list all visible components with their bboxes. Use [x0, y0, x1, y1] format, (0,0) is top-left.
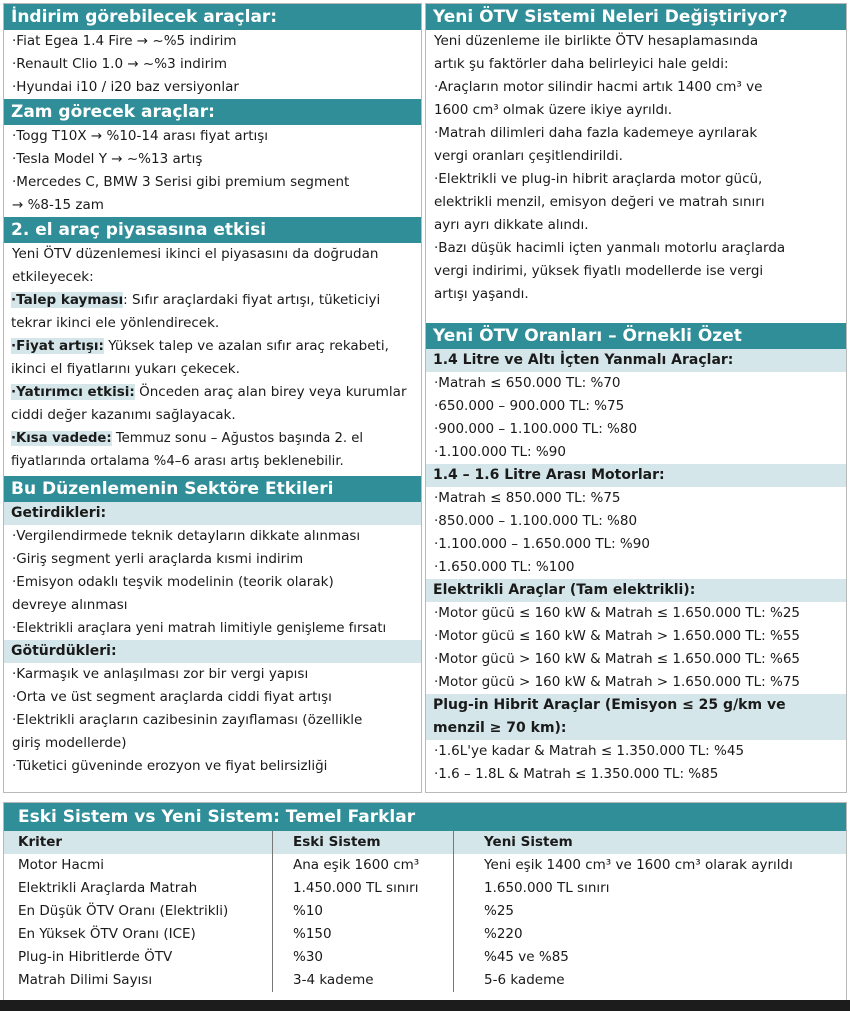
point-label: ·Kısa vadede: — [11, 431, 112, 446]
changes-line: ·Matrah dilimleri daha fazla kademeye ayrılarak — [434, 125, 758, 141]
secondhand-point — [4, 289, 421, 335]
table-cell: %220 — [453, 923, 846, 946]
changes-line: Yeni düzenleme ile birlikte ÖTV hesaplamasında — [434, 33, 759, 49]
changes-line: elektrikli menzil, emisyon değeri ve matrah sınırı — [434, 194, 765, 210]
increase-item: ·Togg T10X → %10-14 arası fiyat artışı — [12, 128, 269, 144]
changes-line: vergi indirimi, yüksek fiyatlı modellerde ise vergi — [434, 263, 764, 279]
loss-item: ·Elektrikli araçların cazibesinin zayıflaması (özellikle — [12, 712, 363, 728]
gains-title: Getirdikleri: — [4, 502, 421, 525]
rate-item: ·Motor gücü > 160 kW & Matrah ≤ 1.650.000 TL: %65 — [434, 651, 801, 667]
table-cell: %45 ve %85 — [453, 946, 846, 969]
rate-item: ·Motor gücü ≤ 160 kW & Matrah > 1.650.000 TL: %55 — [434, 628, 801, 644]
sector-section-title: Bu Düzenlemenin Sektöre Etkileri — [4, 476, 421, 502]
rate-item: ·1.6 – 1.8L & Matrah ≤ 1.350.000 TL: %85 — [434, 766, 719, 782]
gain-item: ·Vergilendirmede teknik detayların dikkate alınması — [12, 528, 361, 544]
table-cell: Matrah Dilimi Sayısı — [18, 972, 153, 988]
table-cell: Ana eşik 1600 cm³ — [272, 854, 453, 877]
point-text: Temmuz sonu – Ağustos başında 2. el fiyatlarında ortalama %4–6 arası artış beklenebilir. — [11, 431, 364, 469]
increase-item: ·Mercedes C, BMW 3 Serisi gibi premium segment — [12, 174, 350, 190]
left-column — [3, 3, 422, 793]
discount-item: ·Renault Clio 1.0 → ~%3 indirim — [12, 56, 228, 72]
rate-item: ·Matrah ≤ 850.000 TL: %75 — [434, 490, 621, 506]
table-cell: Plug-in Hibritlerde ÖTV — [18, 949, 173, 965]
rate-item: ·850.000 – 1.100.000 TL: %80 — [434, 513, 638, 529]
point-label: ·Yatırımcı etkisi: — [11, 384, 135, 400]
gain-item: ·Emisyon odaklı teşvik modelinin (teorik olarak) — [12, 574, 334, 590]
header-cell: Eski Sistem — [272, 831, 453, 854]
loss-item: ·Karmaşık ve anlaşılması zor bir vergi yapısı — [12, 666, 309, 682]
table-row — [4, 877, 846, 900]
loss-item: ·Tüketici güveninde erozyon ve fiyat belirsizliği — [12, 758, 328, 774]
secondhand-point — [4, 335, 421, 381]
changes-line: ·Elektrikli ve plug-in hibrit araçlarda motor gücü, — [434, 171, 763, 187]
losses-title: Götürdükleri: — [4, 640, 421, 663]
rate-item: ·Motor gücü ≤ 160 kW & Matrah ≤ 1.650.000 TL: %25 — [434, 605, 801, 621]
rate-item: ·Motor gücü > 160 kW & Matrah > 1.650.000 TL: %75 — [434, 674, 801, 690]
gain-item: ·Giriş segment yerli araçlarda kısmi indirim — [12, 551, 304, 567]
secondhand-point — [4, 427, 421, 473]
rates-group-title: 1.4 – 1.6 Litre Arası Motorlar: — [426, 464, 846, 487]
discount-section-title: İndirim görebilecek araçlar: — [4, 4, 421, 30]
right-column — [425, 3, 847, 793]
table-header-row — [4, 831, 846, 854]
table-row — [4, 923, 846, 946]
bottom-divider-bar — [0, 1000, 850, 1011]
rates-section-title: Yeni ÖTV Oranları – Örnekli Özet — [426, 323, 846, 349]
point-label: ·Fiyat artışı: — [11, 338, 104, 354]
table-cell: En Yüksek ÖTV Oranı (ICE) — [18, 926, 196, 942]
secondhand-section-title: 2. el araç piyasasına etkisi — [4, 217, 421, 243]
rates-group-title: 1.4 Litre ve Altı İçten Yanmalı Araçlar: — [426, 349, 846, 372]
increase-item: ·Tesla Model Y → ~%13 artış — [12, 151, 203, 167]
changes-section-title: Yeni ÖTV Sistemi Neleri Değiştiriyor? — [426, 4, 846, 30]
changes-line: artık şu faktörler daha belirleyici hale geldi: — [434, 56, 729, 72]
secondhand-point — [4, 381, 421, 427]
point-text: : Sıfır araçlardaki fiyat artışı, tüketiciyi tekrar ikinci ele yönlendirecek. — [11, 292, 381, 331]
table-cell: Yeni eşik 1400 cm³ ve 1600 cm³ olarak ayrıldı — [453, 854, 846, 877]
table-cell: En Düşük ÖTV Oranı (Elektrikli) — [18, 903, 229, 919]
changes-line: ayrı ayrı dikkate alındı. — [434, 217, 589, 233]
rate-item: ·900.000 – 1.100.000 TL: %80 — [434, 421, 638, 437]
changes-line: ·Araçların motor silindir hacmi artık 1400 cm³ ve — [434, 79, 763, 95]
discount-item: ·Fiat Egea 1.4 Fire → ~%5 indirim — [12, 33, 237, 49]
table-row — [4, 854, 846, 877]
loss-item: ·Orta ve üst segment araçlarda ciddi fiyat artışı — [12, 689, 332, 705]
point-text: Önceden araç alan birey veya kurumlar ciddi değer kazanımı sağlayacak. — [11, 384, 407, 423]
table-row — [4, 969, 846, 992]
comparison-table — [3, 802, 847, 1001]
table-cell: %30 — [272, 946, 453, 969]
table-cell: 1.450.000 TL sınırı — [272, 877, 453, 900]
increase-item: → %8-15 zam — [12, 197, 104, 213]
gain-item: devreye alınması — [12, 597, 128, 613]
point-label: ·Talep kayması — [11, 292, 124, 308]
increase-section-title: Zam görecek araçlar: — [4, 99, 421, 125]
header-cell: Yeni Sistem — [453, 831, 846, 854]
table-cell: Motor Hacmi — [18, 857, 105, 873]
loss-item: giriş modellerde) — [12, 735, 127, 751]
changes-line: ·Bazı düşük hacimli içten yanmalı motorlu araçlarda — [434, 240, 786, 256]
changes-line: artışı yaşandı. — [434, 286, 529, 302]
rate-item: ·1.650.000 TL: %100 — [434, 559, 575, 575]
table-row — [4, 946, 846, 969]
rate-item: ·650.000 – 900.000 TL: %75 — [434, 398, 625, 414]
rate-item: ·Matrah ≤ 650.000 TL: %70 — [434, 375, 621, 391]
table-cell: Elektrikli Araçlarda Matrah — [18, 880, 198, 896]
rate-item: ·1.100.000 TL: %90 — [434, 444, 566, 460]
changes-line: 1600 cm³ olmak üzere ikiye ayrıldı. — [434, 102, 673, 118]
point-text: Yüksek talep ve azalan sıfır araç rekabeti, ikinci el fiyatlarını yukarı çekecek. — [11, 338, 389, 377]
rates-group-title: Plug-in Hibrit Araçlar (Emisyon ≤ 25 g/km ve — [426, 694, 846, 717]
rate-item: ·1.100.000 – 1.650.000 TL: %90 — [434, 536, 650, 552]
header-cell: Kriter — [18, 834, 63, 850]
table-cell: 3-4 kademe — [272, 969, 453, 992]
table-cell: 5-6 kademe — [453, 969, 846, 992]
rates-group-title: Elektrikli Araçlar (Tam elektrikli): — [426, 579, 846, 602]
changes-line: vergi oranları çeşitlendirildi. — [434, 148, 623, 164]
table-cell: 1.650.000 TL sınırı — [453, 877, 846, 900]
table-cell: %10 — [272, 900, 453, 923]
rates-group-title-cont: menzil ≥ 70 km): — [426, 717, 846, 740]
discount-item: ·Hyundai i10 / i20 baz versiyonlar — [12, 79, 239, 95]
comparison-title: Eski Sistem vs Yeni Sistem: Temel Farklar — [4, 803, 846, 831]
table-row — [4, 900, 846, 923]
rate-item: ·1.6L'ye kadar & Matrah ≤ 1.350.000 TL: %45 — [434, 743, 745, 759]
table-cell: %150 — [272, 923, 453, 946]
table-cell: %25 — [453, 900, 846, 923]
gain-item: ·Elektrikli araçlara yeni matrah limitiyle genişleme fırsatı — [12, 621, 387, 636]
secondhand-intro: Yeni ÖTV düzenlemesi ikinci el piyasasını da doğrudan etkileyecek: — [12, 246, 379, 285]
